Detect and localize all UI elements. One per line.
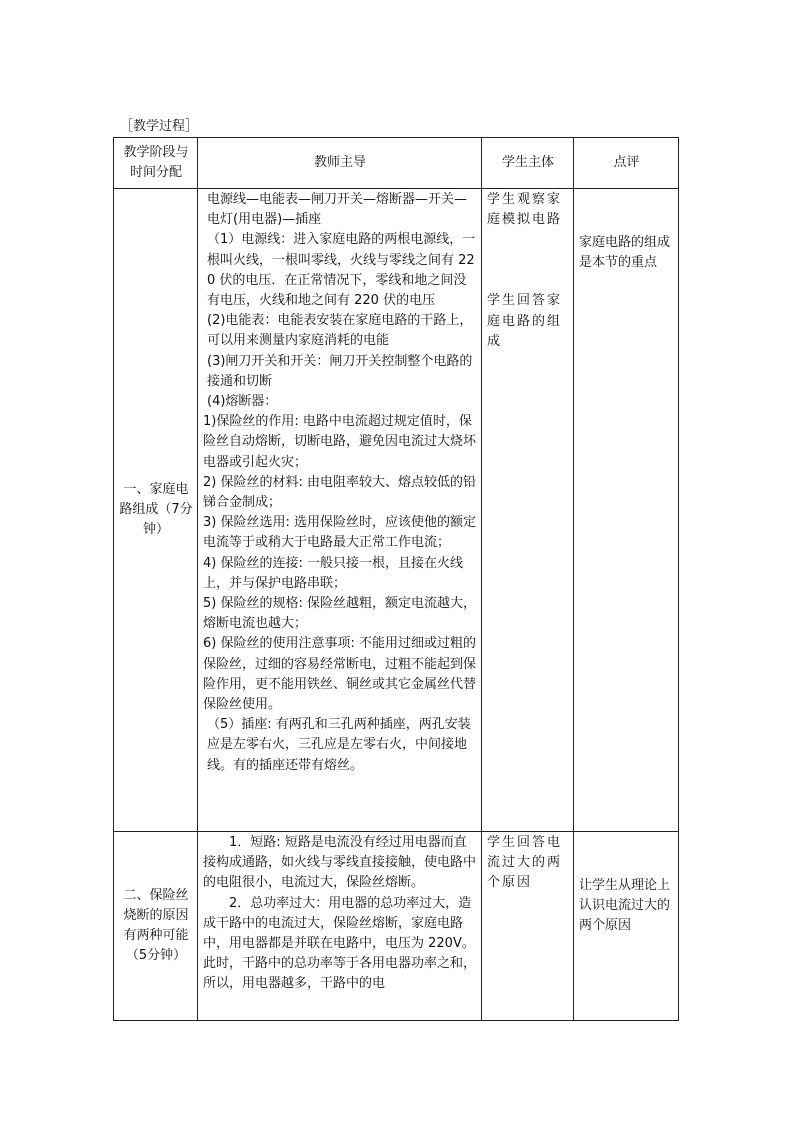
stage-cell: 二、保险丝烧断的原因有两种可能（5分钟） [114,832,198,1021]
teacher-paragraph: 4) 保险丝的连接: 一般只接一根，且接在火线上，并与保护电路串联； [203,555,463,591]
section-heading: ［教学过程］ [120,119,199,134]
teacher-paragraph: 2．总功率过大：用电器的总功率过大，造成干路中的电流过大，保险丝熔断，家庭电路中，用电器都是并联在电路中，电压为 220V。此时，干路中的总功率等于各用电器功率之和，所以，用电器越多，干路中的电 [203,895,477,992]
table-header-row [114,138,679,189]
teacher-cell [198,832,482,1021]
teacher-paragraph: 3) 保险丝选用: 选用保险丝时，应该使他的额定电流等于或稍大于电路最大正常工作电流； [203,515,476,551]
spacer [579,833,674,876]
table-row [114,832,679,1021]
teacher-paragraph: (3)闸刀开关和开关：闸刀开关控制整个电路的接通和切断 [207,353,473,389]
header-comment: 点评 [574,138,679,189]
stage-cell: 一、家庭电路组成（7分钟） [114,189,198,832]
student-cell [482,189,574,832]
comment-cell [574,832,679,1021]
teacher-paragraph: (2)电能表：电能表安装在家庭电路的干路上，可以用来测量内家庭消耗的电能 [207,313,473,349]
teacher-paragraph: （1）电源线：进入家庭电路的两根电源线，一根叫火线，一根叫零线，火线与零线之间有 220 伏的电压．在正常情况下，零线和地之间没有电压，火线和地之间有 220 伏的电压 [207,232,476,309]
teacher-cell [198,189,482,832]
student-activity: 学生观察家庭模拟电路 [487,192,563,228]
lesson-table [113,137,679,1021]
header-student: 学生主体 [482,138,574,189]
student-activity: 学生回答电流过大的两个原因 [487,835,563,891]
teacher-paragraph: （5）插座: 有两孔和三孔两种插座，两孔安装应是左零右火，三孔应是左零右火，中间接地线。有的插座还带有熔丝。 [207,717,471,773]
teacher-paragraph: 2) 保险丝的材料: 由电阻率较大、熔点较低的铅锑合金制成； [203,474,476,511]
student-activity: 学生回答家庭电路的组成 [487,293,563,349]
student-cell [482,832,574,1021]
teacher-paragraph: 电源线—电能表—闸刀开关—熔断器—开关—电灯(用电器)—插座 [207,192,468,228]
spacer [487,230,569,291]
teacher-paragraph: 6) 保险丝的使用注意事项: 不能用过细或过粗的保险丝，过细的容易经常断电，过粗不能起到保险作用，更不能用铁丝、铜丝或其它金属丝代替保险丝使用。 [203,636,477,713]
comment-text: 让学生从理论上认识电流过大的两个原因 [579,878,671,934]
comment-text: 家庭电路的组成是本节的重点 [579,235,671,271]
header-teacher: 教师主导 [198,138,482,189]
table-row [114,189,679,832]
teacher-paragraph: 1)保险丝的作用: 电路中电流超过规定值时，保险丝自动熔断，切断电路，避免因电流过大烧坏电器或引起火灾； [203,414,477,470]
header-stage: 教学阶段与时间分配 [114,138,198,189]
spacer [579,190,674,233]
comment-cell [574,189,679,832]
teacher-paragraph: 5) 保险丝的规格: 保险丝越粗，额定电流越大，熔断电流也越大； [203,596,476,632]
teacher-paragraph: (4)熔断器： [207,394,278,410]
teacher-paragraph: 1．短路: 短路是电流没有经过用电器而直接构成通路，如火线与零线直接接触，使电路中的电阻很小，电流过大，保险丝熔断。 [203,835,477,891]
